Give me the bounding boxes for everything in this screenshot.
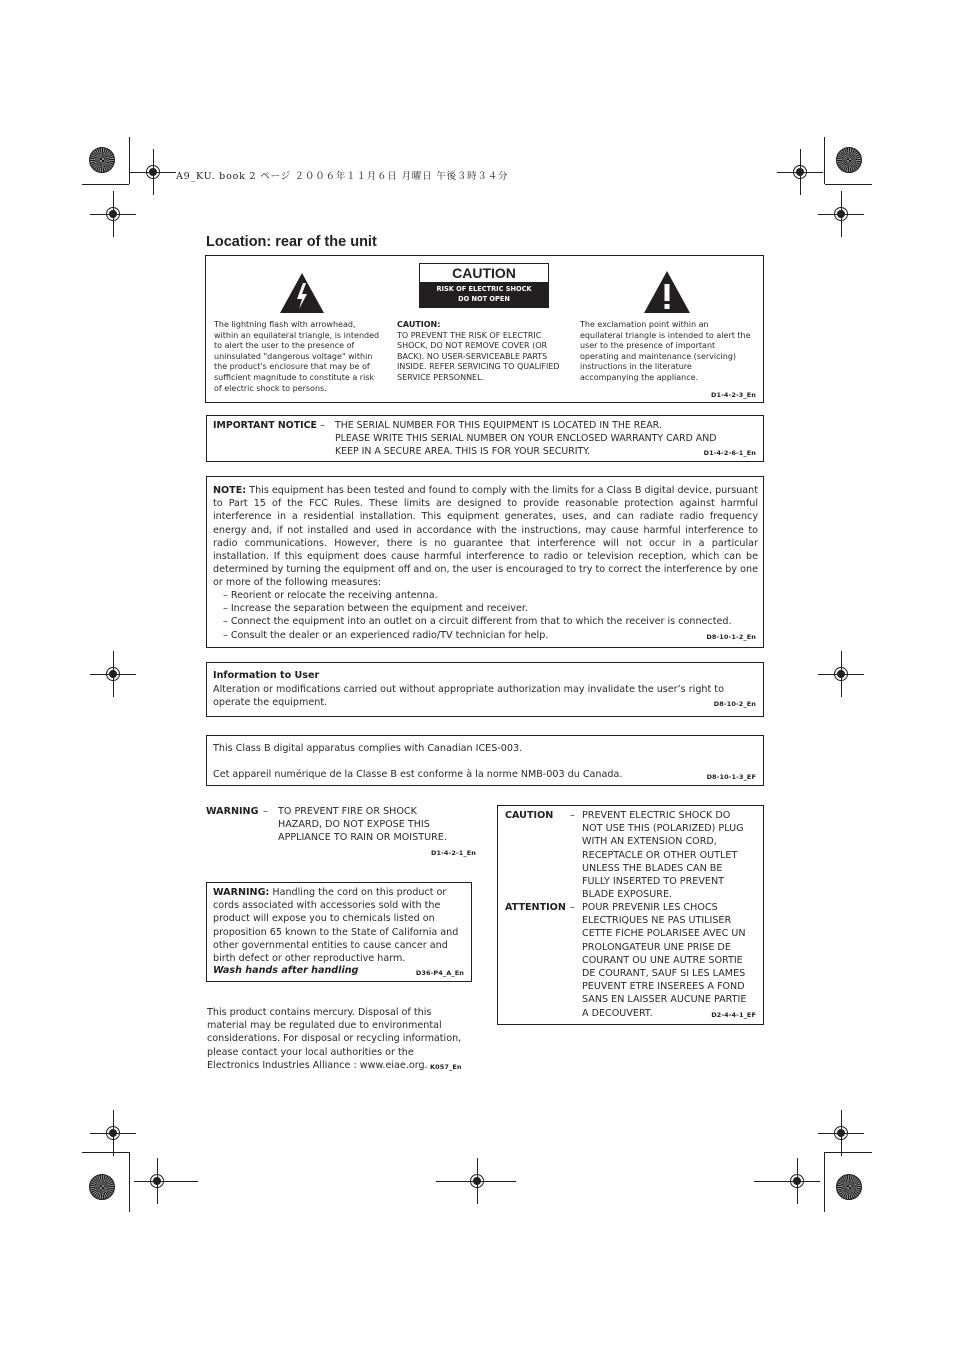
prop65-footer: Wash hands after handling xyxy=(213,965,359,976)
plug-caution-label: CAUTION xyxy=(505,810,554,821)
warning-fire-line: TO PREVENT FIRE OR SHOCK xyxy=(278,806,417,817)
crosshair-icon xyxy=(90,1110,136,1156)
warning-fire-label: WARNING xyxy=(206,806,259,817)
plug-attention-line: COURANT OU UNE AUTRE SORTIE xyxy=(582,954,743,966)
mercury-text: This product contains mercury. Disposal of this material may be regulated due to environmental considerations. For disposal or recycling information, please contact your local authorities or the Electronics Industries Alliance : www.eiae.org. xyxy=(207,1007,462,1071)
caution-label-line1: RISK OF ELECTRIC SHOCK xyxy=(436,285,532,293)
registration-rosette-icon xyxy=(89,1174,115,1200)
crosshair-icon xyxy=(774,1158,820,1204)
fcc-note-body: This equipment has been tested and found to comply with the limits for a Class B digital device, pursuant to Part 15 of the FCC Rules. These limits are designed to provide reasonable protection against harmful interference in a residential installation. This equipment generates, uses, and can radiate radio frequency energy and, if not installed and used in accordance with the instructions, may cause harmful interference to radio communications. However, there is no guarantee that interference will not occur in a particular installation. If this equipment does cause harmful interference to radio or television reception, which can be determined by turning the equipment off and on, the user is encouraged to try to correct the interference by one or more of the following measures: xyxy=(213,485,759,589)
crosshair-icon xyxy=(818,1110,864,1156)
fcc-note-text xyxy=(213,484,758,590)
plug-caution-dash: – xyxy=(570,810,575,821)
caution-description-label: CAUTION: xyxy=(397,320,441,329)
plug-attention-line: PEUVENT ETRE INSEREES A FOND xyxy=(582,981,745,993)
list-item: – Connect the equipment into an outlet on a circuit different from that to which the receiver is connected. xyxy=(223,616,732,628)
reference-code: D1-4-2-3_En xyxy=(711,391,756,399)
registration-rosette-icon xyxy=(836,147,862,173)
caution-description-body: TO PREVENT THE RISK OF ELECTRIC SHOCK, DO NOT REMOVE COVER (OR BACK). NO USER-SERVICEABLE PARTS INSIDE. REFER SERVICING TO QUALIFIED SERVICE PERSONNEL. xyxy=(397,330,560,382)
plug-attention-line: PROLONGATEUR UNE PRISE DE xyxy=(582,941,731,953)
fcc-measures-list xyxy=(223,589,743,642)
important-notice-line: KEEP IN A SECURE AREA. THIS IS FOR YOUR SECURITY. xyxy=(335,446,591,458)
canada-english: This Class B digital apparatus complies with Canadian ICES-003. xyxy=(213,743,523,754)
plug-attention-label: ATTENTION xyxy=(505,902,566,913)
crosshair-icon xyxy=(818,651,864,697)
exclamation-description: The exclamation point within an equilateral triangle is intended to alert the user to the presence of important operating and maintenance (servicing) instructions in the literature accompanying the appliance. xyxy=(580,320,751,382)
registration-rosette-icon xyxy=(89,147,115,173)
reference-code: D8-10-1-2_En xyxy=(706,633,756,641)
reference-code: D8-10-2_En xyxy=(713,700,756,708)
caution-label-line2: DO NOT OPEN xyxy=(458,295,510,303)
warning-fire-line: HAZARD, DO NOT EXPOSE THIS xyxy=(278,819,430,831)
fcc-note-box xyxy=(206,476,764,648)
prop65-label: WARNING: xyxy=(213,887,270,898)
plug-attention-line: DE COURANT, SAUF SI LES LAMES xyxy=(582,968,746,980)
crosshair-icon xyxy=(90,191,136,237)
trim-line xyxy=(500,1181,516,1182)
reference-code: D36-P4_A_En xyxy=(415,969,464,977)
print-header: A9_KU. book 2 ページ ２００６年１１月６日 月曜日 午後３時３４分 xyxy=(176,171,509,182)
plug-caution-line: WITH AN EXTENSION CORD, xyxy=(582,836,717,848)
reference-code: D1-4-2-1_En xyxy=(431,849,476,857)
registration-rosette-icon xyxy=(836,1174,862,1200)
exclamation-warning-icon xyxy=(643,270,691,314)
caution-label-title: CAUTION xyxy=(452,265,516,281)
important-notice-dash: – xyxy=(320,420,325,431)
canada-box xyxy=(206,735,764,786)
plug-attention-line: CETTE FICHE POLARISEE AVEC UN xyxy=(582,928,746,940)
plug-caution-line: PREVENT ELECTRIC SHOCK DO xyxy=(582,810,731,821)
fcc-note-label: NOTE: xyxy=(213,485,247,496)
trim-line xyxy=(178,1181,198,1182)
plug-caution-line: NOT USE THIS (POLARIZED) PLUG xyxy=(582,823,744,835)
prop65-body: Handling the cord on this product or cords associated with accessories sold with the product will expose you to chemicals listed on proposition 65 known to the State of California and other governmental entities to cause cancer and birth defect or other reproductive harm. xyxy=(213,887,459,965)
warning-fire-dash: – xyxy=(263,806,268,817)
info-user-body: Alteration or modifications carried out without appropriate authorization may invalidate the user’s right to operate the equipment. xyxy=(213,684,724,709)
crosshair-icon xyxy=(777,149,823,195)
reference-code: K057_En xyxy=(430,1063,462,1071)
symbols-box xyxy=(205,255,764,403)
plug-attention-text xyxy=(582,901,762,1020)
plug-caution-text xyxy=(582,809,762,901)
reference-code: D1-4-2-6-1_En xyxy=(703,449,756,457)
plug-warning-box xyxy=(497,805,764,1025)
info-user-title: Information to User xyxy=(213,670,320,681)
prop65-text xyxy=(213,886,463,965)
important-notice-text xyxy=(335,419,755,459)
important-notice-box xyxy=(206,415,764,462)
reference-code: D8-10-1-3_EF xyxy=(706,773,756,781)
trim-line xyxy=(754,1181,774,1182)
important-notice-line: THE SERIAL NUMBER FOR THIS EQUIPMENT IS LOCATED IN THE REAR. xyxy=(335,420,662,431)
reference-code: D2-4-4-1_EF xyxy=(711,1011,756,1019)
crosshair-icon xyxy=(130,149,176,195)
list-item: – Reorient or relocate the receiving antenna. xyxy=(223,590,438,601)
crosshair-icon xyxy=(90,651,136,697)
list-item: – Increase the separation between the equipment and receiver. xyxy=(223,603,528,615)
plug-caution-line: FULLY INSERTED TO PREVENT xyxy=(582,876,724,888)
crosshair-icon xyxy=(818,191,864,237)
plug-attention-line: SANS EN LAISSER AUCUNE PARTIE xyxy=(582,994,747,1006)
trim-line xyxy=(82,184,129,185)
info-user-box xyxy=(206,662,764,717)
important-notice-line: PLEASE WRITE THIS SERIAL NUMBER ON YOUR ENCLOSED WARRANTY CARD AND xyxy=(335,433,717,445)
plug-attention-line: POUR PREVENIR LES CHOCS xyxy=(582,902,718,913)
important-notice-label: IMPORTANT NOTICE xyxy=(213,420,317,431)
plug-attention-dash: – xyxy=(570,902,575,913)
trim-line xyxy=(825,184,872,185)
canada-french: Cet appareil numérique de la Classe B est conforme à la norme NMB-003 du Canada. xyxy=(213,769,623,780)
prop65-box xyxy=(206,882,472,982)
trim-line xyxy=(129,1152,130,1212)
lightning-description: The lightning flash with arrowhead, within an equilateral triangle, is intended to alert the user to the presence of uninsulated "dangerous voltage" within the product's enclosure that may be of sufficient magnitude to constitute a risk of electric shock to persons. xyxy=(214,320,380,393)
crosshair-icon xyxy=(454,1158,500,1204)
plug-caution-line: UNLESS THE BLADES CAN BE xyxy=(582,862,723,874)
warning-fire-line: APPLIANCE TO RAIN OR MOISTURE. xyxy=(278,832,447,844)
crosshair-icon xyxy=(134,1158,180,1204)
lightning-warning-icon xyxy=(279,272,325,314)
section-title: Location: rear of the unit xyxy=(206,234,377,250)
warning-fire-text xyxy=(278,805,468,845)
plug-attention-line: ELECTRIQUES NE PAS UTILISER xyxy=(582,915,732,927)
plug-caution-line: RECEPTACLE OR OTHER OUTLET xyxy=(582,849,738,861)
caution-label xyxy=(419,263,549,308)
trim-line xyxy=(436,1181,454,1182)
list-item: – Consult the dealer or an experienced radio/TV technician for help. xyxy=(223,629,549,641)
plug-attention-line: A DECOUVERT. xyxy=(582,1007,653,1019)
trim-line xyxy=(824,137,825,184)
trim-line xyxy=(824,1152,825,1212)
caution-description xyxy=(397,320,569,384)
plug-caution-line: BLADE EXPOSURE. xyxy=(582,889,673,901)
